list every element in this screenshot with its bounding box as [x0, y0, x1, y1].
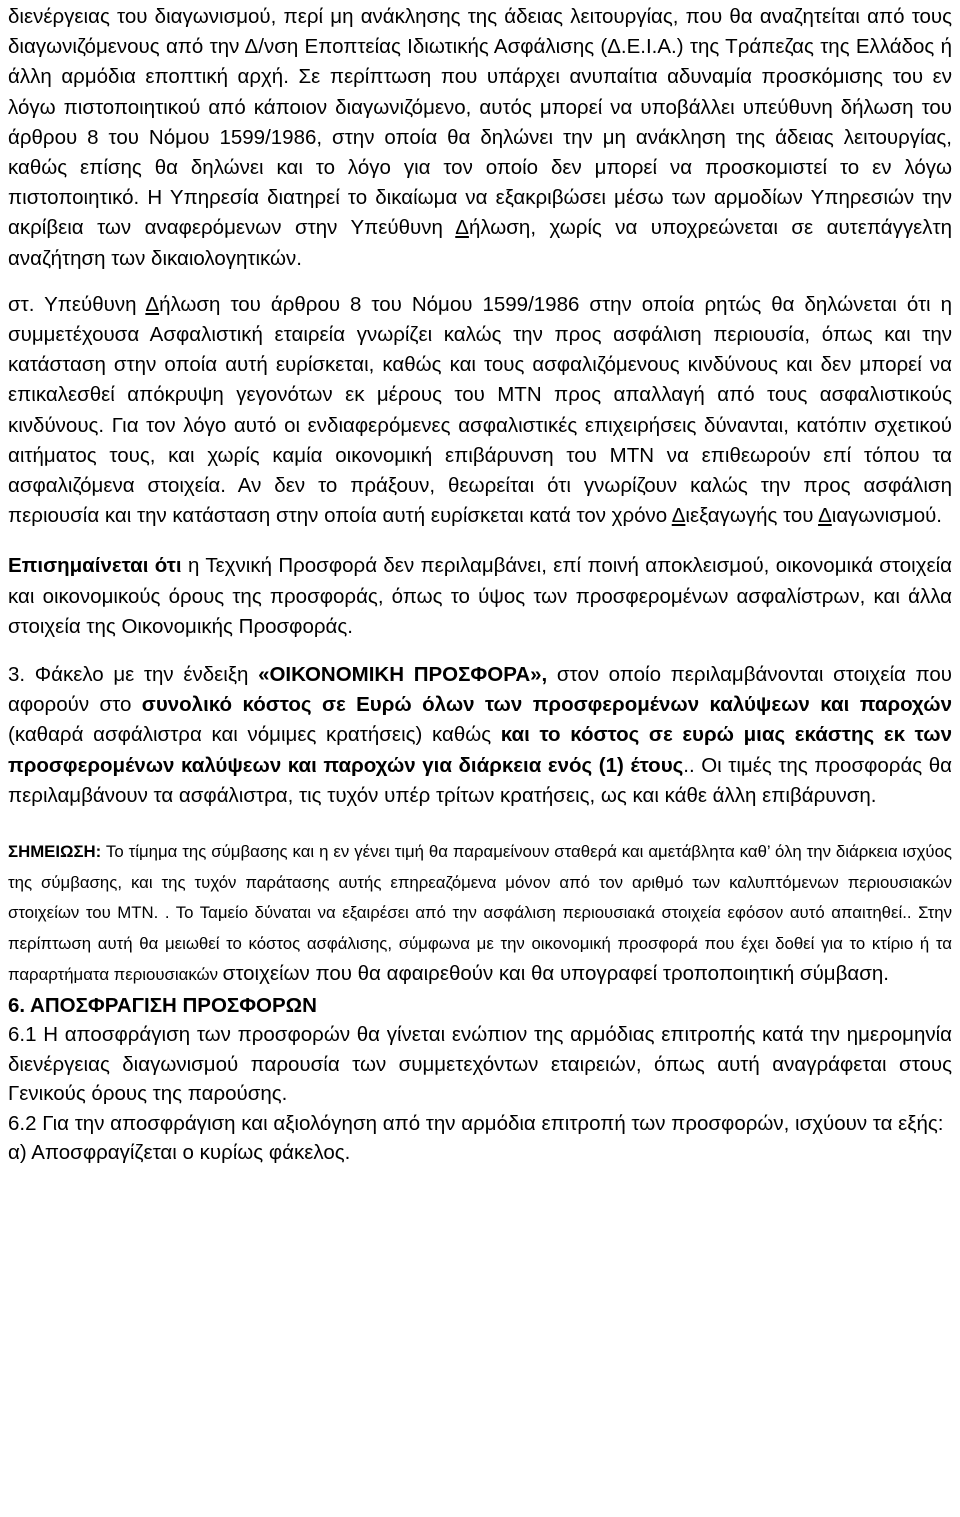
paragraph-6-2: 6.2 Για την αποσφράγιση και αξιολόγηση από την αρμόδια επιτροπή των προσφορών, ισχύουν τα εξής: — [8, 1111, 944, 1135]
paragraph-text: ιαγωνισμού. — [831, 504, 943, 528]
paragraph-license-certificate — [8, 2, 952, 274]
note-label: ΣΗΜΕΙΩΣΗ: — [8, 842, 102, 862]
paragraph-6-1: 6.1 Η αποσφράγιση των προσφορών θα γίνεται ενώπιον της αρμόδιας επιτροπής κατά την ημερομηνία διενέργειας διαγωνισμού παρουσία των συμμετεχόντων εταιρειών, όπως αυτή αναγράφεται στους Γενικούς όρους της παρούσης. — [8, 1023, 952, 1106]
underlined-letter: Δ — [455, 216, 469, 240]
paragraph-text: ιεξαγωγής του — [685, 504, 819, 528]
note-text: Το τίμημα της σύμβασης και η εν γένει τιμή θα παραμείνουν σταθερά και αμετάβλητα καθ’ όλη την διάρκεια ισχύος της σύμβασης, και της τυχόν παράτασης αυτής επηρεαζόμενα μόνον από τον αριθμό των καλυπτόμενων περιουσιακών στοιχείων του ΜΤΝ. . Το Ταμείο δύναται να εξαιρέσει από την ασφάλιση περιουσιακά στοιχεία εφόσον αυτό απαιτηθεί.. Στην περίπτωση αυτή θα μειωθεί το κόστος ασφάλισης, σύμφωνα με την οικονομική προσφορά που έχει δοθεί για το κτίριο ή τα παραρτήματα περιουσιακών — [8, 842, 952, 985]
section-heading — [8, 991, 952, 1020]
paragraph-technical-offer-note — [8, 551, 952, 642]
section-title: ΑΠΟΣΦΡΑΓΙΣΗ ΠΡΟΣΦΟΡΩΝ — [25, 994, 317, 1018]
bold-lead: Επισημαίνεται ότι — [8, 554, 182, 578]
paragraph-text: ήλωση, χωρίς να υποχρεώνεται σε αυτεπάγγελτη αναζήτηση των δικαιολογητικών. — [8, 216, 952, 270]
note-tail: στοιχείων που θα αφαιρεθούν και θα υπογραφεί τροποποιητική σύμβαση. — [222, 962, 889, 986]
paragraph-solemn-declaration — [8, 290, 952, 532]
underlined-letter: Δ — [145, 292, 160, 316]
bold-text: «ΟΙΚΟΝΟΜΙΚΗ ΠΡΟΣΦΟΡΑ», — [258, 663, 548, 687]
paragraph-text: η Τεχνική Προσφορά δεν περιλαμβάνει, επί ποινή αποκλεισμού, οικονομικά στοιχεία και οικονομικούς όρους της προσφοράς, όπως το ύψος των προσφερομένων ασφαλίστρων, και άλλα στοιχεία της Οικονομικής Προσφοράς. — [8, 554, 952, 638]
paragraph-text: .. Οι τιμές της προσφοράς θα περιλαμβάνουν τα ασφάλιστρα, τις τυχόν υπέρ τρίτων κρατήσεις, ως και κάθε άλλη επιβάρυνση. — [8, 753, 952, 807]
underlined-letter: Δ — [671, 504, 686, 528]
note-paragraph — [8, 837, 952, 991]
paragraph-text: (καθαρά ασφάλιστρα και νόμιμες κρατήσεις) καθώς — [8, 723, 501, 747]
bold-text: και το κόστος σε ευρώ μιας εκάστης εκ των προσφερομένων καλύψεων και παροχών για διάρκεια ενός (1) έτους — [8, 723, 952, 777]
paragraph-text: 3. Φάκελο με την ένδειξη — [8, 663, 259, 687]
paragraph-6-2-a: α) Αποσφραγίζεται ο κυρίως φάκελος. — [8, 1141, 351, 1165]
paragraph-financial-offer — [8, 660, 952, 811]
paragraph-text: στον οποίο περιλαμβάνονται στοιχεία που αφορούν στο — [8, 663, 952, 717]
paragraph-text: ήλωση του άρθρου 8 του Νόμου 1599/1986 στην οποία ρητώς θα δηλώνεται ότι η συμμετέχουσα Ασφαλιστική εταιρεία γνωρίζει καλώς την προς ασφάλιση περιουσία, όπως και την κατάσταση στην οποία αυτή ευρίσκεται, καθώς και τους ασφαλιζόμενους κινδύνους και δεν μπορεί να επικαλεσθεί απόκρυψη γεγονότων εκ μέρους του ΜΤΝ προς απαλλαγή από τους ασφαλιστικούς κινδύνους. Για τον λόγο αυτό οι ενδιαφερόμενες ασφαλιστικές επιχειρήσεις δύνανται, κατόπιν σχετικού αιτήματος τους, και χωρίς καμία οικονομική επιβάρυνση του ΜΤΝ να επιθεωρούν επί τόπου τα ασφαλιζόμενα στοιχεία. Αν δεν το πράξουν, θεωρείται ότι γνωρίζουν καλώς την προς ασφάλιση περιουσία και την κατάσταση στην οποία αυτή ευρίσκεται κατά τον χρόνο — [8, 292, 953, 528]
paragraph-text: διενέργειας του διαγωνισμού, περί μη ανάκλησης της άδειας λειτουργίας, που θα αναζητείται από τους διαγωνιζόμενους από την Δ/νση Εποπτείας Ιδιωτικής Ασφάλισης (Δ.Ε.Ι.Α.) της Τράπεζας της Ελλάδος ή άλλη αρμόδια εποπτική αρχή. Σε περίπτωση που υπάρχει ανυπαίτια αδυναμία προσκόμισης του εν λόγω πιστοποιητικού από κάποιον διαγωνιζόμενο, αυτός μπορεί να υποβάλλει υπεύθυνη δήλωση του άρθρου 8 του Νόμου 1599/1986, στην οποία θα δηλώνει την μη ανάκληση της άδειας λειτουργίας, καθώς επίσης θα δηλώνει και το λόγο για τον οποίο δεν μπορεί να προσκομιστεί το εν λόγω πιστοποιητικό. Η Υπηρεσία διατηρεί το δικαίωμα να εξακριβώσει μέσω των αρμοδίων Υπηρεσιών την ακρίβεια των αναφερόμενων στην Υπεύθυνη — [8, 5, 952, 240]
underlined-letter: Δ — [818, 504, 832, 528]
section-number: 6. — [8, 994, 26, 1018]
paragraph-text: στ. Υπεύθυνη — [8, 292, 146, 316]
bold-text: συνολικό κόστος σε Ευρώ όλων των προσφερομένων καλύψεων και παροχών — [141, 693, 953, 717]
